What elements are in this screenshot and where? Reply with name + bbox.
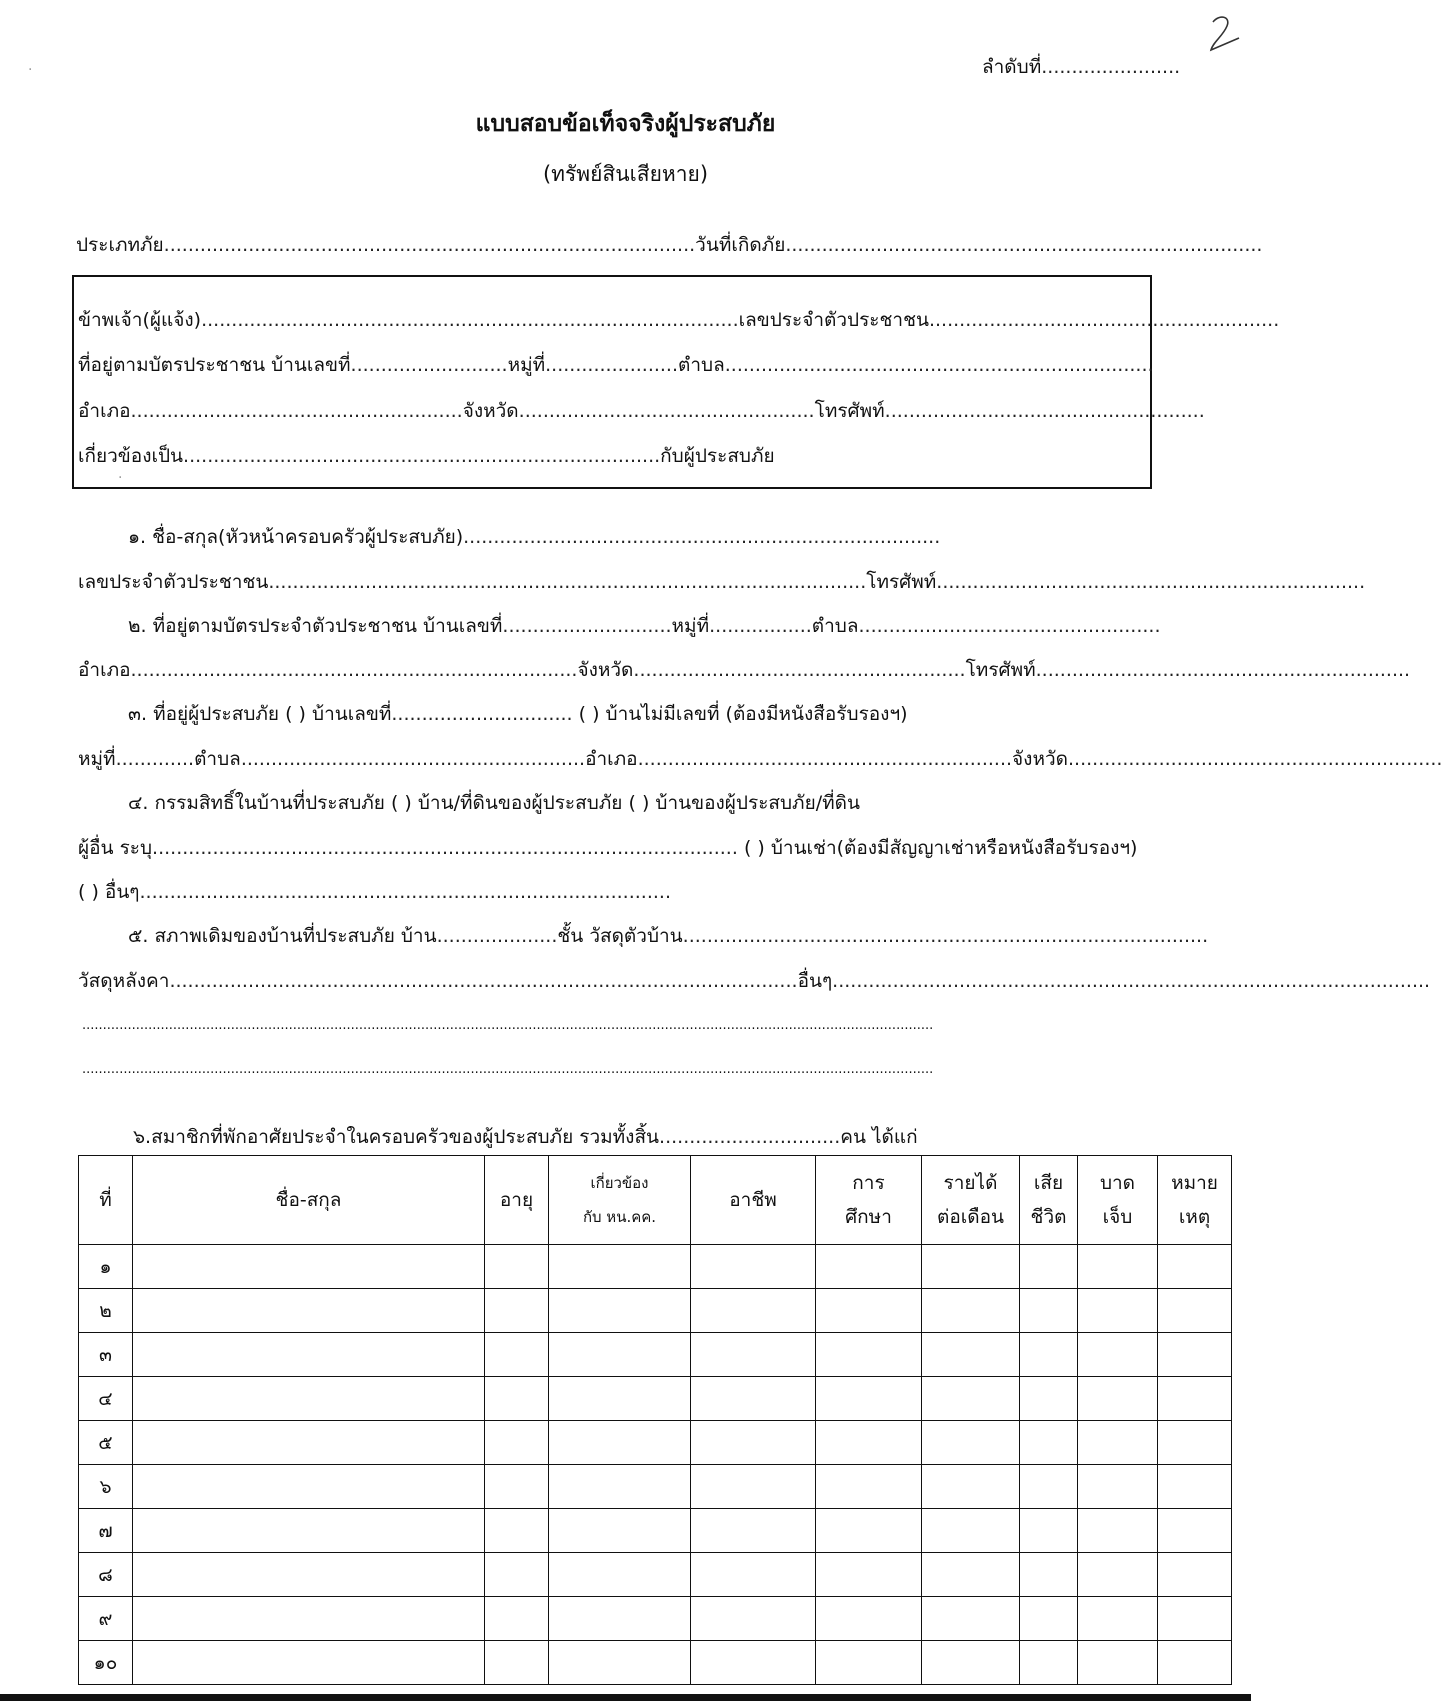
note-cell[interactable]: [1158, 1465, 1232, 1509]
injured-cell[interactable]: [1078, 1597, 1158, 1641]
relation-cell[interactable]: [549, 1289, 691, 1333]
relation-cell[interactable]: [549, 1421, 691, 1465]
table-row: [79, 1377, 1232, 1421]
col-header-dead-1: เสีย: [1033, 1172, 1064, 1194]
table-row: [79, 1333, 1232, 1377]
table-row: [79, 1245, 1232, 1289]
education-cell[interactable]: [816, 1509, 922, 1553]
col-header-injured: [1078, 1156, 1158, 1245]
sequence-number: [982, 52, 1180, 82]
col-header-note-2: เหตุ: [1178, 1206, 1211, 1228]
relation-cell[interactable]: [549, 1333, 691, 1377]
income-cell[interactable]: [922, 1465, 1020, 1509]
section2-line2: [78, 655, 1410, 685]
section2-phone-field[interactable]: ..............................................................: [1035, 659, 1411, 681]
section5-line1: [128, 921, 1208, 951]
page-title: แบบสอบข้อเท็จจริงผู้ประสบภัย: [475, 111, 776, 137]
section4-other-owner-field[interactable]: .................................................................................................: [152, 837, 738, 859]
col-header-dead: [1020, 1156, 1078, 1245]
section5-roof-label: วัสดุหลังคา: [78, 970, 170, 992]
section5-other-label: อื่นๆ: [797, 970, 833, 992]
section1-id-label: เลขประจำตัวประชาชน: [78, 571, 269, 593]
injured-cell[interactable]: [1078, 1377, 1158, 1421]
dead-cell[interactable]: [1020, 1465, 1078, 1509]
education-cell[interactable]: [816, 1641, 922, 1685]
informant-phone-field[interactable]: .....................................................: [884, 400, 1205, 422]
row-number: ๖: [79, 1465, 133, 1509]
injured-cell[interactable]: [1078, 1333, 1158, 1377]
row-number: ๘: [79, 1553, 133, 1597]
col-header-name: ชื่อ-สกุล: [133, 1156, 485, 1245]
name-cell[interactable]: [133, 1289, 485, 1333]
age-cell[interactable]: [485, 1333, 549, 1377]
disaster-type-label: ประเภทภัย: [76, 234, 164, 256]
informant-house-field[interactable]: ..........................: [350, 354, 508, 376]
note-cell[interactable]: [1158, 1377, 1232, 1421]
row-number: ๑๐: [79, 1641, 133, 1685]
dead-cell[interactable]: [1020, 1333, 1078, 1377]
table-header-row: [79, 1156, 1232, 1245]
note-cell[interactable]: [1158, 1597, 1232, 1641]
section5-roof-field[interactable]: ........................................................................................................: [169, 970, 798, 992]
section6-line: [133, 1122, 918, 1152]
education-cell[interactable]: [816, 1421, 922, 1465]
occupation-cell[interactable]: [691, 1377, 816, 1421]
col-header-occupation: อาชีพ: [691, 1156, 816, 1245]
section4-line3: [78, 877, 671, 907]
section4-option-rent[interactable]: ( ) บ้านเช่า(ต้องมีสัญญาเช่าหรือหนังสือรับรองฯ): [743, 837, 1138, 859]
section3-option-no-number[interactable]: ( ) บ้านไม่มีเลขที่ (ต้องมีหนังสือรับรองฯ): [578, 703, 908, 725]
name-cell[interactable]: [133, 1377, 485, 1421]
section5-other-field[interactable]: ...................................................................................................: [832, 970, 1431, 992]
col-header-relation-1: เกี่ยวข้อง: [590, 1174, 649, 1192]
section2-amphoe-field[interactable]: ..........................................................................: [130, 659, 578, 681]
name-cell[interactable]: [133, 1509, 485, 1553]
relation-cell[interactable]: [549, 1597, 691, 1641]
income-cell[interactable]: [922, 1421, 1020, 1465]
note-cell[interactable]: [1158, 1553, 1232, 1597]
relation-cell[interactable]: [549, 1245, 691, 1289]
note-cell[interactable]: [1158, 1421, 1232, 1465]
note-cell[interactable]: [1158, 1509, 1232, 1553]
disaster-date-label: วันที่เกิดภัย: [695, 234, 786, 256]
occupation-cell[interactable]: [691, 1553, 816, 1597]
relation-cell[interactable]: [549, 1465, 691, 1509]
section3-line2: [78, 744, 1442, 774]
income-cell[interactable]: [922, 1641, 1020, 1685]
occupation-cell[interactable]: [691, 1597, 816, 1641]
dead-cell[interactable]: [1020, 1245, 1078, 1289]
injured-cell[interactable]: [1078, 1245, 1158, 1289]
occupation-cell[interactable]: [691, 1465, 816, 1509]
col-header-education: [816, 1156, 922, 1245]
disaster-date-field[interactable]: ...............................................................................: [785, 234, 1263, 256]
dead-cell[interactable]: [1020, 1421, 1078, 1465]
col-header-note-1: หมาย: [1171, 1172, 1218, 1194]
education-cell[interactable]: [816, 1289, 922, 1333]
age-cell[interactable]: [485, 1641, 549, 1685]
col-header-no: ที่: [79, 1156, 133, 1245]
col-header-income-2: ต่อเดือน: [937, 1206, 1004, 1228]
section4-other-field[interactable]: ........................................................................................: [139, 881, 671, 903]
col-header-note: [1158, 1156, 1232, 1245]
informant-moo-field[interactable]: ......................: [545, 354, 679, 376]
name-cell[interactable]: [133, 1333, 485, 1377]
age-cell[interactable]: [485, 1421, 549, 1465]
members-table: [78, 1155, 1232, 1685]
informant-amphoe-label: อำเภอ: [78, 400, 131, 422]
section4-option-own[interactable]: ( ) บ้าน/ที่ดินของผู้ประสบภัย: [390, 792, 623, 814]
income-cell[interactable]: [922, 1333, 1020, 1377]
section5-floors-label: ชั้น: [557, 925, 584, 947]
section5-material-field[interactable]: .......................................................................................: [682, 925, 1209, 947]
section1-line2: [78, 567, 1365, 597]
informant-province-label: จังหวัด: [462, 400, 519, 422]
section6-count-unit: คน ได้แก่: [840, 1126, 918, 1148]
dead-cell[interactable]: [1020, 1289, 1078, 1333]
injured-cell[interactable]: [1078, 1509, 1158, 1553]
row-number: ๔: [79, 1377, 133, 1421]
col-header-income: [922, 1156, 1020, 1245]
informant-name-line: [78, 305, 1279, 335]
section3-moo-label: หมู่ที่: [78, 748, 116, 770]
section1-name-field[interactable]: ...............................................................................: [463, 526, 941, 548]
section3-province-label: จังหวัด: [1012, 748, 1068, 770]
section1-phone-label: โทรศัพท์: [866, 571, 937, 593]
section5-floors-field[interactable]: ....................: [436, 925, 558, 947]
dead-cell[interactable]: [1020, 1377, 1078, 1421]
injured-cell[interactable]: [1078, 1289, 1158, 1333]
injured-cell[interactable]: [1078, 1553, 1158, 1597]
row-number: ๙: [79, 1597, 133, 1641]
relation-cell[interactable]: [549, 1377, 691, 1421]
section1-phone-field[interactable]: .......................................................................: [936, 571, 1366, 593]
table-row: [79, 1465, 1232, 1509]
section2-province-label: จังหวัด: [577, 659, 634, 681]
name-cell[interactable]: [133, 1553, 485, 1597]
col-header-injured-2: เจ็บ: [1102, 1206, 1133, 1228]
informant-relation-suffix: กับผู้ประสบภัย: [660, 445, 775, 467]
relation-cell[interactable]: [549, 1641, 691, 1685]
note-cell[interactable]: [1158, 1245, 1232, 1289]
education-cell[interactable]: [816, 1597, 922, 1641]
section1-line1: [128, 522, 940, 552]
dead-cell[interactable]: [1020, 1553, 1078, 1597]
section3-amphoe-label: อำเภอ: [585, 748, 638, 770]
section6-label: ๖.สมาชิกที่พักอาศัยประจำในครอบครัวของผู้ประสบภัย รวมทั้งสิ้น: [133, 1126, 660, 1148]
education-cell[interactable]: [816, 1333, 922, 1377]
age-cell[interactable]: [485, 1289, 549, 1333]
income-cell[interactable]: [922, 1553, 1020, 1597]
name-cell[interactable]: [133, 1245, 485, 1289]
row-number: ๕: [79, 1421, 133, 1465]
income-cell[interactable]: [922, 1597, 1020, 1641]
occupation-cell[interactable]: [691, 1641, 816, 1685]
table-row: [79, 1421, 1232, 1465]
section3-line1: [128, 699, 908, 729]
row-number: ๓: [79, 1333, 133, 1377]
name-cell[interactable]: [133, 1641, 485, 1685]
informant-province-field[interactable]: .................................................: [518, 400, 815, 422]
section2-moo-field[interactable]: .................: [709, 615, 812, 637]
page-subtitle: (ทรัพย์สินเสียหาย): [542, 162, 709, 186]
informant-relation-field[interactable]: ...............................................................................: [183, 445, 661, 467]
income-cell[interactable]: [922, 1509, 1020, 1553]
section3-option-house-number[interactable]: ( ) บ้านเลขที่: [285, 703, 392, 725]
col-header-income-1: รายได้: [943, 1172, 998, 1194]
informant-address-line: [78, 350, 1154, 380]
section3-label: ๓. ที่อยู่ผู้ประสบภัย: [128, 703, 280, 725]
table-row: [79, 1553, 1232, 1597]
income-cell[interactable]: [922, 1245, 1020, 1289]
disaster-type-field[interactable]: ........................................................................................: [163, 234, 696, 256]
section2-label: ๒. ที่อยู่ตามบัตรประจำตัวประชาชน บ้านเลขที่: [128, 615, 503, 637]
section4-option-other-land[interactable]: ( ) บ้านของผู้ประสบภัย/ที่ดิน: [628, 792, 860, 814]
section6-count-field[interactable]: ..............................: [659, 1126, 841, 1148]
section3-moo-field[interactable]: .............: [115, 748, 195, 770]
age-cell[interactable]: [485, 1597, 549, 1641]
sequence-handwritten-value: [1205, 12, 1245, 62]
name-cell[interactable]: [133, 1597, 485, 1641]
section5-material-label: วัสดุตัวบ้าน: [589, 925, 683, 947]
table-row: [79, 1641, 1232, 1685]
section5-blank-line-1[interactable]: ..............................................................................................................................................................................................................: [82, 1018, 934, 1033]
disaster-line: [76, 230, 1262, 260]
injured-cell[interactable]: [1078, 1465, 1158, 1509]
relation-cell[interactable]: [549, 1553, 691, 1597]
section3-province-field[interactable]: ..............................................................: [1068, 748, 1442, 770]
section1-label: ๑. ชื่อ-สกุล(หัวหน้าครอบครัวผู้ประสบภัย): [128, 526, 464, 548]
scan-speck: ·: [118, 470, 123, 486]
section2-line1: [128, 611, 1161, 641]
injured-cell[interactable]: [1078, 1421, 1158, 1465]
income-cell[interactable]: [922, 1377, 1020, 1421]
name-cell[interactable]: [133, 1465, 485, 1509]
row-number: ๑: [79, 1245, 133, 1289]
age-cell[interactable]: [485, 1465, 549, 1509]
section2-house-field[interactable]: ............................: [502, 615, 672, 637]
table-row: [79, 1597, 1232, 1641]
col-header-dead-2: ชีวิต: [1030, 1206, 1067, 1228]
age-cell[interactable]: [485, 1245, 549, 1289]
col-header-relation-2: กับ หน.คค.: [582, 1208, 657, 1226]
injured-cell[interactable]: [1078, 1641, 1158, 1685]
informant-tambon-label: ตำบล: [678, 354, 725, 376]
income-cell[interactable]: [922, 1289, 1020, 1333]
col-header-injured-1: บาด: [1099, 1172, 1136, 1194]
informant-name-label: ข้าพเจ้า(ผู้แจ้ง): [78, 309, 202, 331]
col-header-education-2: ศึกษา: [845, 1206, 892, 1228]
relation-cell[interactable]: [549, 1509, 691, 1553]
age-cell[interactable]: [485, 1553, 549, 1597]
informant-amphoe-field[interactable]: .......................................................: [130, 400, 463, 422]
section2-moo-label: หมู่ที่: [671, 615, 710, 637]
occupation-cell[interactable]: [691, 1421, 816, 1465]
age-cell[interactable]: [485, 1509, 549, 1553]
education-cell[interactable]: [816, 1245, 922, 1289]
section3-house-field[interactable]: ..............................: [391, 703, 573, 725]
dead-cell[interactable]: [1020, 1641, 1078, 1685]
section4-line1: [128, 788, 860, 818]
informant-name-field[interactable]: .........................................................................................: [201, 309, 739, 331]
row-number: ๗: [79, 1509, 133, 1553]
section2-province-field[interactable]: .......................................................: [633, 659, 966, 681]
occupation-cell[interactable]: [691, 1509, 816, 1553]
section1-id-field[interactable]: ...................................................................................................: [268, 571, 867, 593]
informant-tambon-field[interactable]: .......................................................................: [724, 354, 1154, 376]
informant-relation-line: [78, 441, 775, 471]
section4-line2: [78, 833, 1137, 863]
occupation-cell[interactable]: [691, 1245, 816, 1289]
section2-phone-label: โทรศัพท์: [965, 659, 1036, 681]
col-header-age: อายุ: [485, 1156, 549, 1245]
occupation-cell[interactable]: [691, 1333, 816, 1377]
table-row: [79, 1509, 1232, 1553]
row-number: ๒: [79, 1289, 133, 1333]
informant-id-label: เลขประจำตัวประชาชน: [738, 309, 929, 331]
note-cell[interactable]: [1158, 1289, 1232, 1333]
note-cell[interactable]: [1158, 1641, 1232, 1685]
sequence-label: ลำดับที่: [982, 56, 1042, 78]
age-cell[interactable]: [485, 1377, 549, 1421]
informant-phone-label: โทรศัพท์: [814, 400, 885, 422]
section4-option-other[interactable]: ( ) อื่นๆ: [78, 881, 140, 903]
section3-amphoe-field[interactable]: ..............................................................: [637, 748, 1013, 770]
col-header-relation: [549, 1156, 691, 1245]
informant-relation-label: เกี่ยวข้องเป็น: [78, 445, 184, 467]
dead-cell[interactable]: [1020, 1509, 1078, 1553]
section5-blank-line-2[interactable]: ..............................................................................................................................................................................................................: [82, 1062, 934, 1077]
section2-amphoe-label: อำเภอ: [78, 659, 131, 681]
page-bottom-edge: [0, 1694, 1251, 1701]
section3-tambon-label: ตำบล: [194, 748, 241, 770]
section2-tambon-label: ตำบล: [811, 615, 859, 637]
education-cell[interactable]: [816, 1553, 922, 1597]
section4-other-owner-label: ผู้อื่น ระบุ: [78, 837, 153, 859]
informant-moo-label: หมู่ที่: [507, 354, 546, 376]
education-cell[interactable]: [816, 1465, 922, 1509]
section5-line2: [78, 966, 1430, 996]
education-cell[interactable]: [816, 1377, 922, 1421]
col-header-education-1: การ: [852, 1172, 885, 1194]
name-cell[interactable]: [133, 1421, 485, 1465]
section4-label: ๔. กรรมสิทธิ์ในบ้านที่ประสบภัย: [128, 792, 385, 814]
occupation-cell[interactable]: [691, 1289, 816, 1333]
note-cell[interactable]: [1158, 1333, 1232, 1377]
informant-address-label: ที่อยู่ตามบัตรประชาชน บ้านเลขที่: [78, 354, 351, 376]
section3-tambon-field[interactable]: .........................................................: [240, 748, 586, 770]
dead-cell[interactable]: [1020, 1597, 1078, 1641]
informant-district-line: [78, 396, 1205, 426]
informant-id-field[interactable]: ..........................................................: [928, 309, 1280, 331]
sequence-field[interactable]: .......................: [1041, 56, 1181, 78]
section5-label: ๕. สภาพเดิมของบ้านที่ประสบภัย บ้าน: [128, 925, 437, 947]
scan-speck: ·: [28, 62, 33, 78]
section2-tambon-field[interactable]: ..................................................: [858, 615, 1161, 637]
table-row: [79, 1289, 1232, 1333]
